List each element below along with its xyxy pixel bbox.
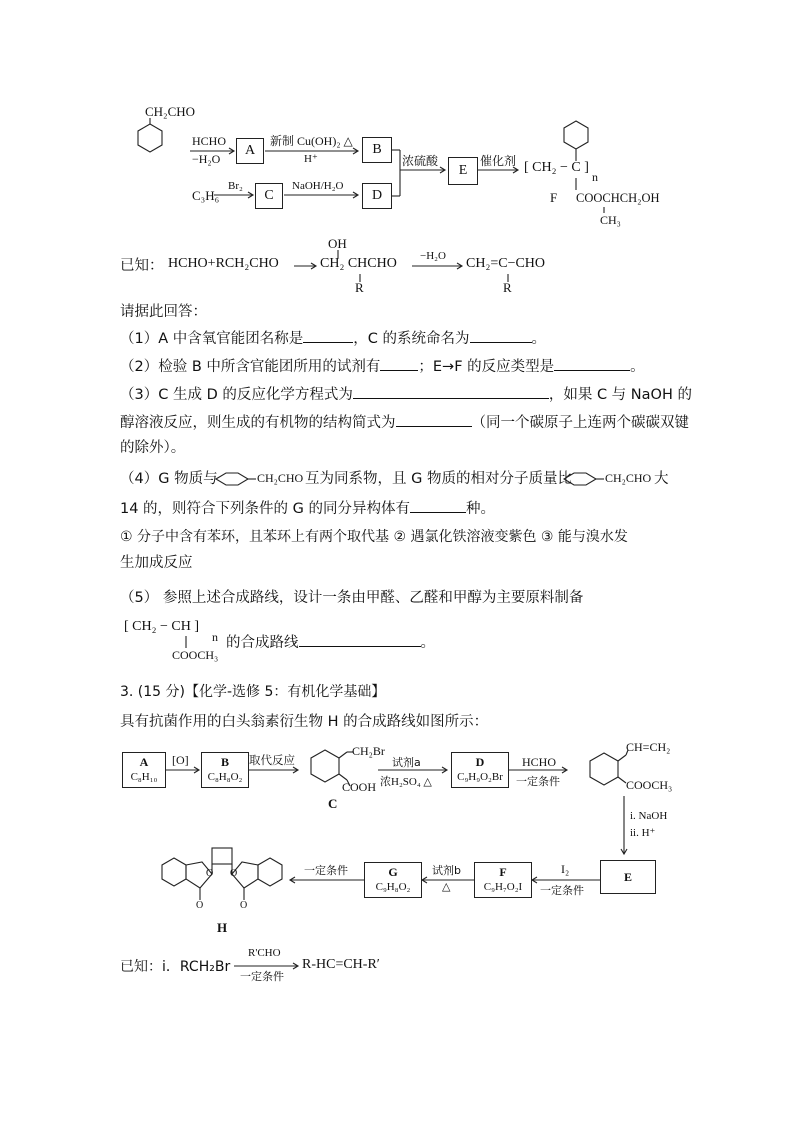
compound-box-f2: F C₉H₇O₂I	[474, 862, 532, 898]
answer-blank-1b[interactable]	[470, 328, 532, 343]
compound-box-e2: E	[600, 860, 656, 894]
cyclobutane-H	[212, 848, 232, 864]
question-4-mid: 互为同系物，且 G 物质的相对分子质量比	[305, 471, 572, 487]
reagent-catalyst: 催化剂	[480, 154, 517, 168]
benzene-ring-H-left	[162, 858, 186, 886]
answer-blank-1a[interactable]	[303, 328, 353, 343]
polymer-side-chain: COOCHCH₂OH	[576, 191, 660, 205]
polymer-methyl: CH₃	[600, 213, 621, 227]
question-2: （2）检验 B 中所含官能团所用的试剂有 ；E→F 的反应类型是 。	[120, 356, 645, 377]
known2-reagent: R'CHO	[248, 947, 281, 959]
reagent-acidify: ii. H⁺	[630, 827, 656, 839]
benzene-ring-q4a	[216, 473, 248, 485]
answer-blank-5[interactable]	[299, 632, 421, 647]
compound-box-g2: G C₉H₈O₂	[364, 862, 422, 898]
known1-oh: OH	[328, 236, 347, 251]
h-o-left: O	[206, 868, 214, 879]
reagent-cuoh2: 新制 Cu(OH)₂ △	[270, 134, 353, 148]
known1-r2: R	[503, 280, 512, 295]
answer-blank-2b[interactable]	[554, 356, 630, 371]
reagent-hcho2: HCHO	[522, 755, 557, 769]
condition-1: 一定条件	[516, 775, 560, 788]
section-3-intro: 具有抗菌作用的白头翁素衍生物 H 的合成路线如图所示：	[120, 714, 489, 730]
condition-2: 一定条件	[540, 884, 584, 897]
compound-box-a2: A C₈H₁₀	[122, 752, 166, 788]
q4-group1: CH₂CHO	[257, 471, 304, 485]
benzene-ring-polymer	[564, 121, 588, 149]
question-4-line2: 14 的，则符合下列条件的 G 的同分异构体有 种。	[120, 498, 495, 519]
q5-polymer-side: COOCH₃	[172, 648, 219, 662]
c-label: C	[328, 796, 338, 811]
known1-lhs: HCHO+RCH₂CHO	[168, 256, 279, 271]
q4-group2: CH₂CHO	[605, 471, 652, 485]
known2-prefix: 已知：i．RCH₂Br	[120, 959, 231, 975]
reagent-b-heat: △	[442, 881, 451, 893]
benzene-ring-C	[311, 750, 339, 782]
reagent-br2: Br₂	[228, 180, 243, 192]
reagent-oxidation: [O]	[172, 753, 189, 767]
reagent-b: 试剂b	[432, 864, 461, 877]
reagent-conc-h2so4: 浓硫酸	[402, 154, 439, 168]
q5-polymer-chain: [ CH₂ − CH ]	[124, 619, 199, 634]
questions-intro: 请据此回答：	[120, 304, 207, 320]
compound-box-b2: B C₈H₈O₂	[201, 752, 249, 788]
known1-condition: −H₂O	[420, 250, 446, 262]
known1-mid: CH₂ CHCHO	[320, 256, 397, 271]
c-cooh: COOH	[342, 780, 377, 794]
benzene-ring-start	[138, 124, 162, 152]
h-carbonyl-left: O	[196, 900, 204, 911]
vinyl-group: CH=CH₂	[626, 740, 671, 754]
known1-prefix: 已知：	[120, 258, 164, 274]
answer-blank-2a[interactable]	[380, 356, 418, 371]
question-4-conditions-cont: 生加成反应	[120, 555, 193, 571]
compound-box-b: B	[362, 137, 392, 163]
question-3-line1: （3）C 生成 D 的反应化学方程式为 ，如果 C 与 NaOH 的	[120, 384, 692, 405]
condition-3: 一定条件	[304, 864, 348, 877]
c-ch2br: CH₂Br	[352, 744, 385, 758]
reagent-a-conditions: 浓H₂SO₄ △	[380, 776, 432, 788]
answer-blank-3a[interactable]	[353, 384, 549, 399]
known2-condition: 一定条件	[240, 970, 284, 983]
question-5-line2: 的合成路线 。	[226, 632, 435, 653]
polymer-main-chain: [ CH₂ − C ]	[524, 160, 589, 175]
h-label: H	[217, 920, 228, 935]
question-3-line3: 的除外）。	[120, 440, 186, 456]
compound-box-d2: D C₉H₉O₂Br	[451, 752, 509, 788]
known1-rhs: CH₂=C−CHO	[466, 256, 546, 271]
h-o-right: O	[230, 868, 238, 879]
compound-box-a: A	[236, 138, 264, 164]
substitution-label: 取代反应	[249, 753, 295, 767]
answer-blank-4[interactable]	[410, 498, 466, 513]
question-4-line1: （4）G 物质与	[120, 471, 218, 487]
reagent-naoh: i. NaOH	[630, 810, 668, 822]
reagent-h-plus: H⁺	[304, 153, 318, 165]
reagent-naoh-water: NaOH/H₂O	[292, 180, 344, 192]
polymer-n: n	[592, 170, 598, 184]
answer-blank-3b[interactable]	[396, 412, 472, 427]
question-3-line2: 醇溶液反应，则生成的有机物的结构简式为 （同一个碳原子上连两个碳碳双键	[120, 412, 689, 433]
compound-box-d: D	[362, 183, 392, 209]
ester-group: COOCH₃	[626, 778, 673, 792]
section-3-title: 3. (15 分)【化学-选修 5：有机化学基础】	[120, 684, 386, 700]
reagent-hcho: HCHO	[192, 134, 227, 148]
h-carbonyl-right: O	[240, 900, 248, 911]
known2-product: R-HC=CH-R′	[302, 957, 380, 972]
question-4-end: 大	[654, 471, 669, 487]
reagent-a: 试剂a	[392, 756, 421, 769]
question-4-conditions: ① 分子中含有苯环，且苯环上有两个取代基 ② 遇氯化铁溶液变紫色 ③ 能与溴水发	[120, 529, 628, 545]
known1-r1: R	[355, 280, 364, 295]
question-1: （1）A 中含氧官能团名称是 ，C 的系统命名为 。	[120, 328, 546, 349]
reagent-minus-water: −H₂O	[192, 152, 221, 166]
q5-polymer-n: n	[212, 630, 218, 644]
benzene-ring-H-right	[258, 858, 282, 886]
compound-box-c: C	[255, 183, 283, 209]
label-f: F	[550, 190, 558, 205]
benzene-ring-vinyl-ester	[590, 753, 618, 785]
start-c3h6: C₃H₆	[192, 188, 220, 203]
question-5-line1: （5） 参照上述合成路线，设计一条由甲醛、乙醛和甲醇为主要原料制备	[120, 590, 584, 606]
start-group-label: CH₂CHO	[145, 104, 196, 119]
compound-box-e: E	[448, 157, 478, 185]
reagent-iodine: I₂	[561, 862, 570, 876]
